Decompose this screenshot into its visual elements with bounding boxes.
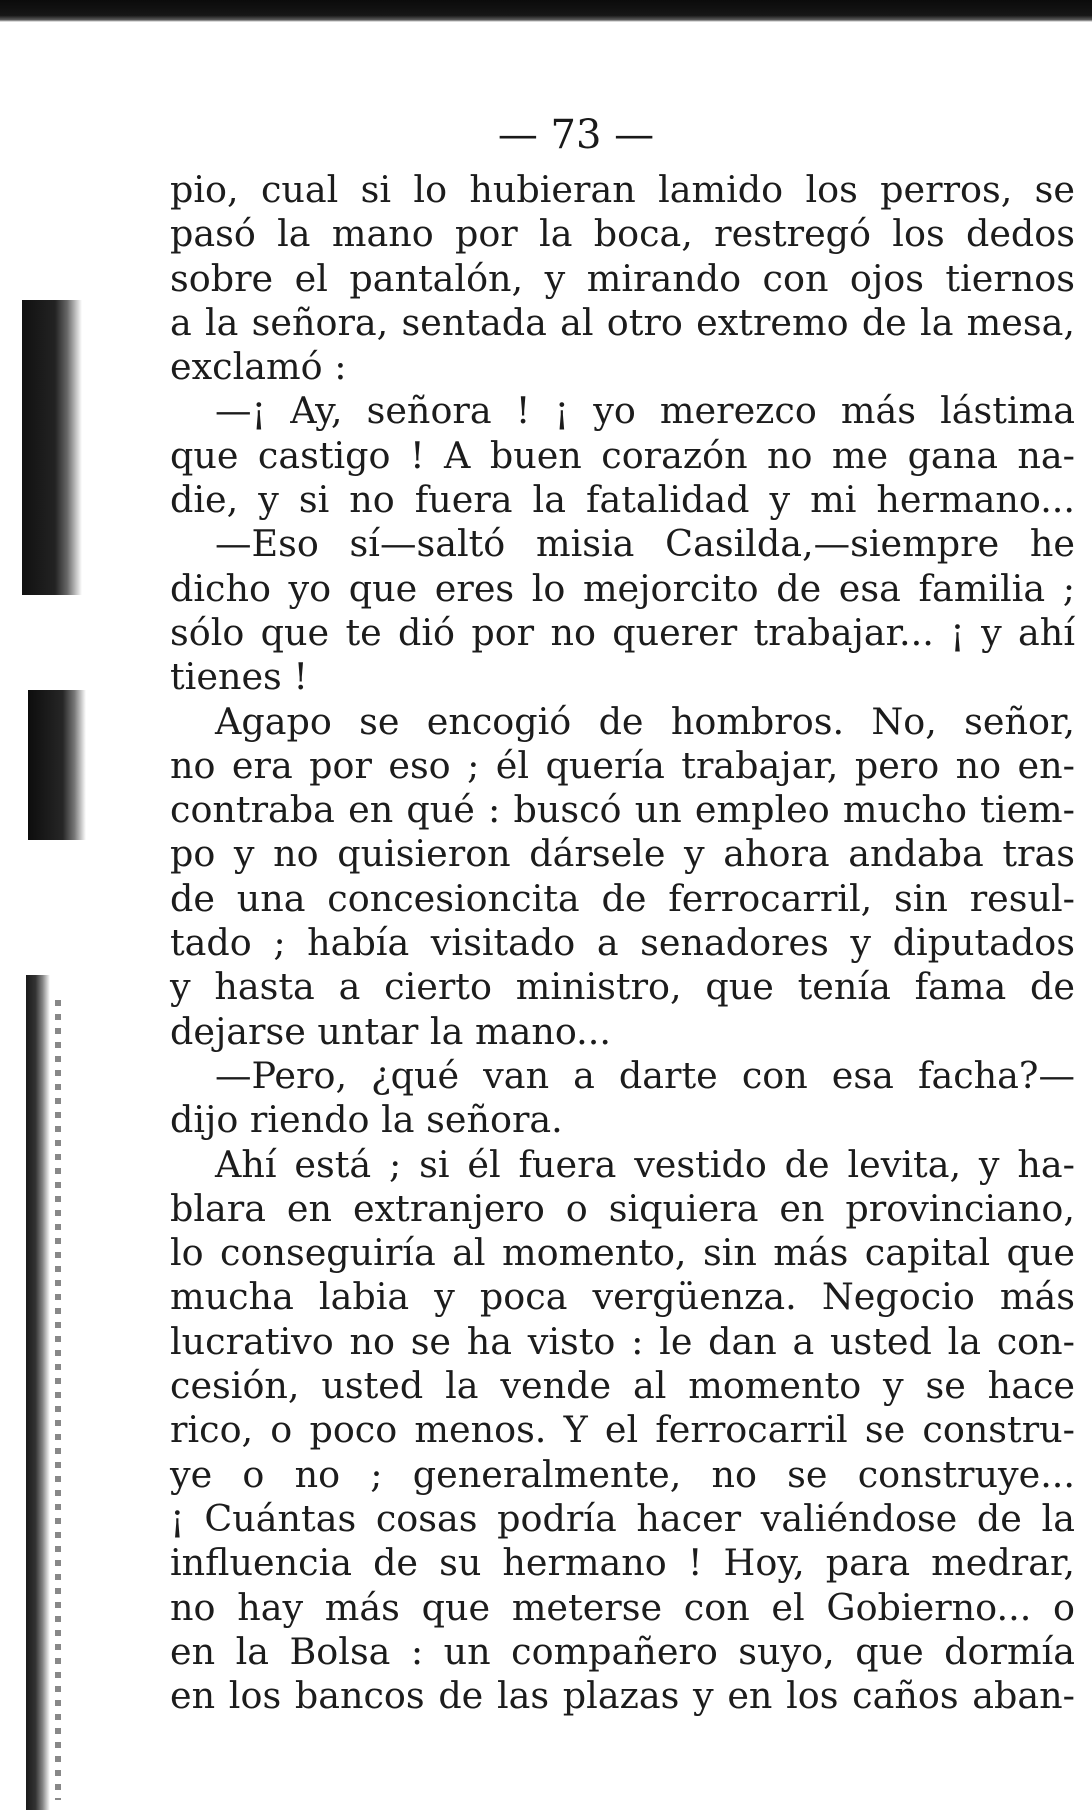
text-line: lo conseguiría al momento, sin más capital que <box>170 1231 1075 1275</box>
text-line: —Eso sí—saltó misia Casilda,—siempre he <box>215 522 1075 566</box>
text-line: mucha labia y poca vergüenza. Negocio más <box>170 1275 1075 1319</box>
text-line: die, y si no fuera la fatalidad y mi hermano... <box>170 478 1075 522</box>
text-line: de una concesioncita de ferrocarril, sin resul- <box>170 876 1075 920</box>
text-line: no hay más que meterse con el Gobierno... o <box>170 1585 1075 1629</box>
text-line: influencia de su hermano ! Hoy, para medrar, <box>170 1541 1075 1585</box>
text-line: y hasta a cierto ministro, que tenía fama de <box>170 965 1075 1009</box>
text-line: que castigo ! A buen corazón no me gana na- <box>170 433 1075 477</box>
text-line: pasó la mano por la boca, restregó los dedos <box>170 212 1075 256</box>
text-line: ye o no ; generalmente, no se construye... <box>170 1452 1075 1496</box>
text-line: contraba en qué : buscó un empleo mucho tiem- <box>170 788 1075 832</box>
scan-top-edge <box>0 0 1092 22</box>
text-line: no era por eso ; él quería trabajar, pero no en- <box>170 743 1075 787</box>
text-line: tado ; había visitado a senadores y diputados <box>170 921 1075 965</box>
scan-edge-mark <box>55 1000 61 1800</box>
scan-edge-mark <box>26 975 50 1810</box>
text-line: tienes ! <box>170 655 309 699</box>
text-line: dijo riendo la señora. <box>170 1098 563 1142</box>
text-line: Ahí está ; si él fuera vestido de levita, y ha- <box>215 1142 1075 1186</box>
text-line: Agapo se encogió de hombros. No, señor, <box>215 699 1075 743</box>
text-line: dicho yo que eres lo mejorcito de esa familia ; <box>170 566 1075 610</box>
body-text <box>170 168 1075 1718</box>
page-number: — 73 — <box>497 112 655 158</box>
text-line: dejarse untar la mano... <box>170 1009 611 1053</box>
text-line: sólo que te dió por no querer trabajar... ¡ y ahí <box>170 610 1075 654</box>
text-line: po y no quisieron dársele y ahora andaba tras <box>170 832 1075 876</box>
text-line: en los bancos de las plazas y en los caños aban- <box>170 1674 1075 1718</box>
text-line: —Pero, ¿qué van a darte con esa facha?— <box>215 1053 1075 1097</box>
text-line: en la Bolsa : un compañero suyo, que dormía <box>170 1629 1075 1673</box>
scan-edge-mark <box>22 300 82 595</box>
text-line: sobre el pantalón, y mirando con ojos tiernos <box>170 256 1075 300</box>
text-line: rico, o poco menos. Y el ferrocarril se constru- <box>170 1408 1075 1452</box>
text-line: exclamó : <box>170 345 347 389</box>
text-line: blara en extranjero o siquiera en provinciano, <box>170 1186 1075 1230</box>
text-line: pio, cual si lo hubieran lamido los perros, se <box>170 168 1075 211</box>
scan-edge-mark <box>28 690 86 840</box>
text-line: a la señora, sentada al otro extremo de la mesa, <box>170 300 1075 344</box>
text-line: cesión, usted la vende al momento y se hace <box>170 1364 1075 1408</box>
text-line: lucrativo no se ha visto : le dan a usted la con- <box>170 1319 1075 1363</box>
text-line: —¡ Ay, señora ! ¡ yo merezco más lástima <box>215 389 1075 433</box>
text-line: ¡ Cuántas cosas podría hacer valiéndose de la <box>170 1496 1075 1540</box>
